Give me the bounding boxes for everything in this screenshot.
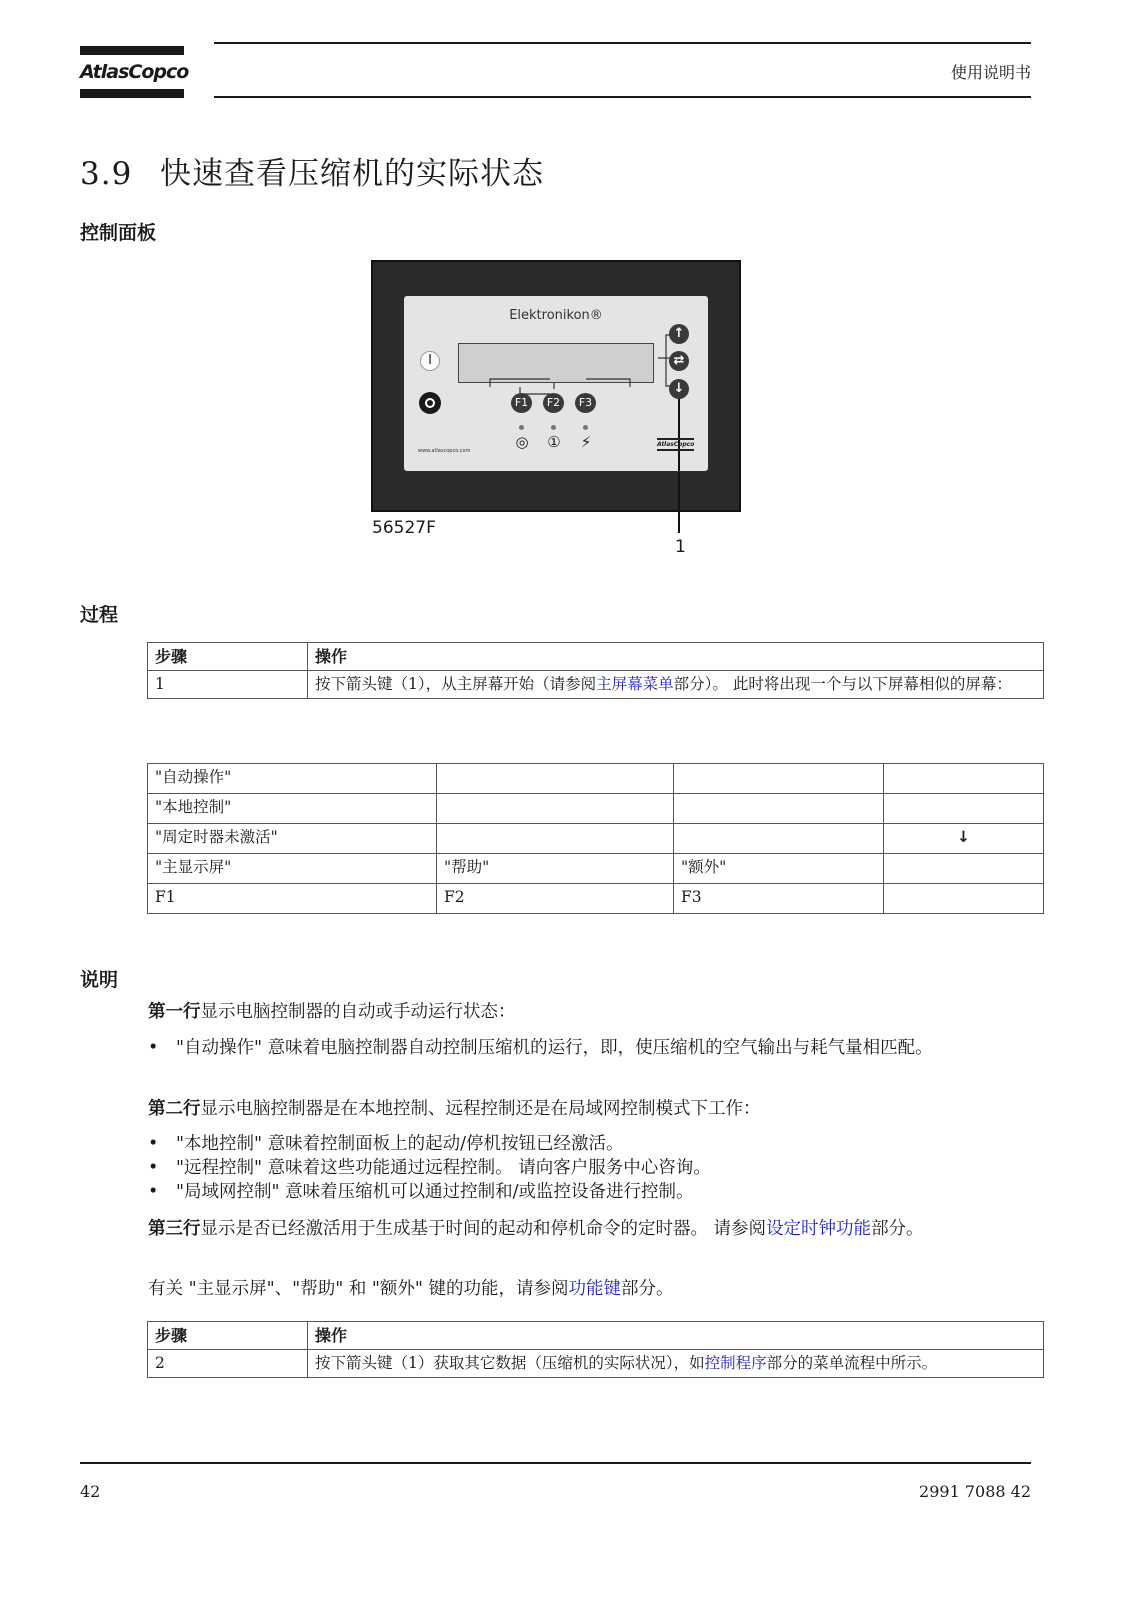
line1-paragraph: 第一行显示电脑控制器的自动或手动运行状态： [148,1002,516,1022]
start-button: I [420,351,440,371]
screen-cell [884,764,1044,794]
screen-cell: "自动操作" [148,764,437,794]
line1-bullets [148,1036,1028,1060]
step-header: 步骤 [148,643,308,671]
list-item: • "本地控制" 意味着控制面板上的起动/停机按钮已经激活。 [148,1132,1028,1156]
screen-cell: "本地控制" [148,794,437,824]
elektronikon-brand: Elektronikon® [509,308,603,323]
screen-row [148,854,1044,884]
control-program-link[interactable]: 控制程序 [704,1354,767,1372]
step-header: 步骤 [148,1322,308,1350]
screen-cell: "周定时器未激活" [148,824,437,854]
screen-cell [884,794,1044,824]
screen-cell [674,764,884,794]
action-header: 操作 [308,1322,1044,1350]
explanation-heading: 说明 [80,969,119,991]
clock-function-link[interactable]: 设定时钟功能 [766,1219,872,1239]
screen-cell [674,794,884,824]
screen-cell [437,764,674,794]
header-rule-bottom [214,96,1031,98]
screen-cell: "帮助" [437,854,674,884]
screen-cell: F3 [674,884,884,914]
arrow-down-button: ↓ [669,379,689,399]
screen-row [148,884,1044,914]
step-action: 按下箭头键（1），从主屏幕开始（请参阅主屏幕菜单部分）。 此时将出现一个与以下屏幕相似的屏幕： [308,671,1044,699]
screen-cell: "额外" [674,854,884,884]
list-item: • "远程控制" 意味着这些功能通过远程控制。 请向客户服务中心咨询。 [148,1156,1028,1180]
table-header-row [148,643,1044,671]
section-number: 3.9 [80,156,133,192]
screen-cell [437,794,674,824]
screen-row [148,794,1044,824]
line3-paragraph: 第三行显示是否已经激活用于生成基于时间的起动和停机命令的定时器。 请参阅设定时钟功能部分。 [148,1219,924,1239]
line2-label: 第二行 [148,1099,201,1119]
screen-cell [884,884,1044,914]
lcd-display [458,343,654,383]
line2-bullets [148,1132,1028,1204]
arrow-enter-button: ⇄ [669,351,689,371]
figure-code: 56527F [372,518,436,538]
screen-cell: F2 [437,884,674,914]
panel-url: www.atlascopco.com [418,448,471,454]
page-number: 42 [80,1482,101,1501]
warning-icon: ① [547,433,561,451]
section-title [80,148,544,193]
atlas-copco-logo [80,46,189,98]
line2-paragraph: 第二行显示电脑控制器是在本地控制、远程控制还是在局域网控制模式下工作： [148,1099,761,1119]
step-number: 1 [148,671,308,699]
screen-row [148,824,1044,854]
f2-key: F2 [543,393,564,413]
status-led-2 [551,425,556,430]
display-screen-table [147,763,1044,914]
screen-cell [884,854,1044,884]
step-number: 2 [148,1350,308,1378]
status-led-1 [519,425,524,430]
panel-logo: AtlasCopco [657,438,694,451]
screen-cell: "主显示屏" [148,854,437,884]
line1-label: 第一行 [148,1002,201,1022]
screen-cell [674,824,884,854]
function-keys-paragraph: 有关 "主显示屏"、"帮助" 和 "额外" 键的功能，请参阅功能键部分。 [148,1279,674,1299]
section-title-text: 快速查看压缩机的实际状态 [160,156,544,192]
scroll-down-arrow-icon: ↓ [884,824,1044,854]
table-header-row [148,1322,1044,1350]
screen-row [148,764,1044,794]
function-keys-link[interactable]: 功能键 [568,1279,622,1299]
auto-operation-icon: ◎ [515,433,529,451]
line3-label: 第三行 [148,1219,201,1239]
list-item: • "局域网控制" 意味着压缩机可以通过控制和/或监控设备进行控制。 [148,1180,1028,1204]
f3-key: F3 [575,393,596,413]
table-row [148,1350,1044,1378]
screen-cell [437,824,674,854]
action-header: 操作 [308,643,1044,671]
logo-text: AtlasCopco [80,61,189,83]
arrow-up-button: ↑ [669,324,689,344]
status-led-3 [583,425,588,430]
main-screen-menu-link[interactable]: 主屏幕菜单 [596,675,674,693]
document-number: 2991 7088 42 [919,1482,1031,1501]
f1-key: F1 [511,393,532,413]
control-panel-heading: 控制面板 [80,222,157,244]
list-item: • "自动操作" 意味着电脑控制器自动控制压缩机的运行，即，使压缩机的空气输出与耗气量相匹配。 [148,1036,1028,1060]
callout-number: 1 [675,537,686,557]
voltage-icon: ⚡ [580,433,592,451]
screen-cell: F1 [148,884,437,914]
footer-rule [80,1462,1031,1464]
step1-table [147,642,1044,699]
step-action: 按下箭头键（1）获取其它数据（压缩机的实际状况），如控制程序部分的菜单流程中所示。 [308,1350,1044,1378]
table-row [148,671,1044,699]
stop-button [419,392,441,414]
header-rule-top [214,42,1031,44]
header-title: 使用说明书 [950,63,1031,82]
step2-table [147,1321,1044,1378]
procedure-heading: 过程 [80,604,119,626]
